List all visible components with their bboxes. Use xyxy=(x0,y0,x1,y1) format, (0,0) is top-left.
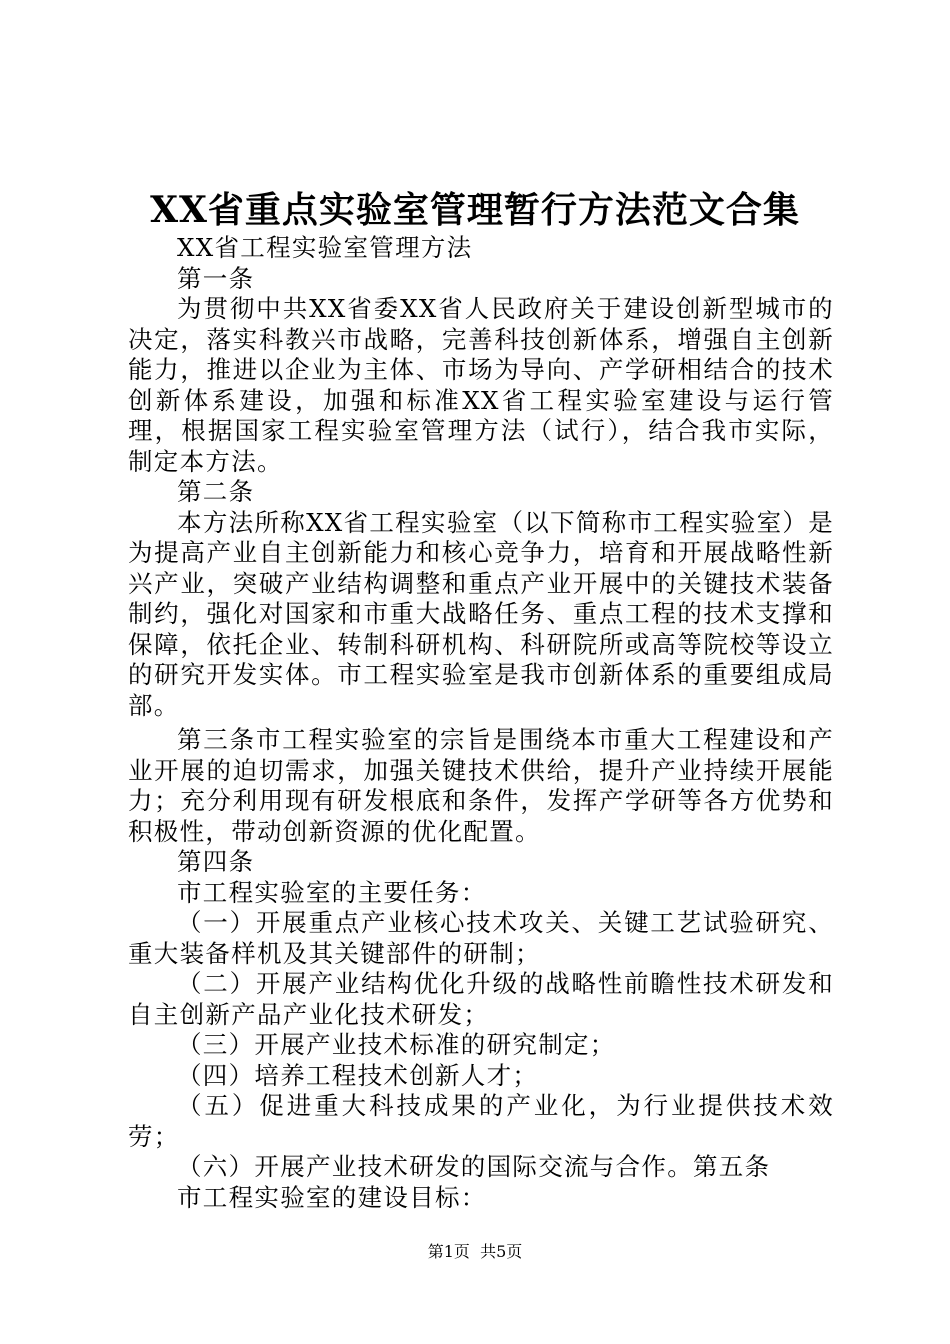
list-item: （六）开展产业技术研发的国际交流与合作。第五条 xyxy=(177,1152,771,1181)
article-heading: 第二条 xyxy=(177,477,255,506)
body-paragraph: 市工程实验室的主要任务： xyxy=(177,877,487,907)
list-item: （三）开展产业技术标准的研究制定； xyxy=(177,1030,616,1059)
list-item: （一）开展重点产业核心技术攻关、关键工艺试验研究、重大装备样机及其关键部件的研制； xyxy=(128,908,834,968)
page-footer xyxy=(0,1241,950,1263)
body-paragraph: 为贯彻中共XX省委XX省人民政府关于建设创新型城市的决定，落实科教兴市战略，完善科技创新体系，增强自主创新能力，推进以企业为主体、市场为导向、产学研相结合的技术创新体系建设，加强和标准XX省工程实验室建设与运行管理，根据国家工程实验室管理方法（试行），结合我市实际，制定本方法。 xyxy=(128,294,834,476)
document-title: XX省重点实验室管理暂行方法范文合集 xyxy=(150,189,800,231)
page-number: 第1页 xyxy=(427,1242,470,1261)
list-item: （四）培养工程技术创新人才； xyxy=(177,1060,539,1090)
subtitle-paragraph: XX省工程实验室管理方法 xyxy=(177,233,473,262)
body-paragraph: 本方法所称XX省工程实验室（以下简称市工程实验室）是为提高产业自主创新能力和核心竞争力，培育和开展战略性新兴产业，突破产业结构调整和重点产业开展中的关键技术装备制约，强化对国家和市重大战略任务、重点工程的技术支撑和保障，依托企业、转制科研机构、科研院所或高等院校等设立的研究开发实体。市工程实验室是我市创新体系的重要组成局部。 xyxy=(128,507,834,720)
document-body xyxy=(128,233,834,1213)
page-total: 共5页 xyxy=(480,1242,523,1261)
article-heading: 第一条 xyxy=(177,263,255,293)
article-heading: 第四条 xyxy=(177,847,255,876)
body-paragraph: 第三条市工程实验室的宗旨是围绕本市重大工程建设和产业开展的迫切需求，加强关键技术供给，提升产业持续开展能力；充分利用现有研发根底和条件，发挥产学研等各方优势和积极性，带动创新资源的优化配置。 xyxy=(128,725,834,846)
list-item: （五）促进重大科技成果的产业化，为行业提供技术效劳； xyxy=(128,1091,834,1151)
body-paragraph: 市工程实验室的建设目标： xyxy=(177,1182,487,1212)
list-item: （二）开展产业结构优化升级的战略性前瞻性技术研发和自主创新产品产业化技术研发； xyxy=(128,969,834,1029)
